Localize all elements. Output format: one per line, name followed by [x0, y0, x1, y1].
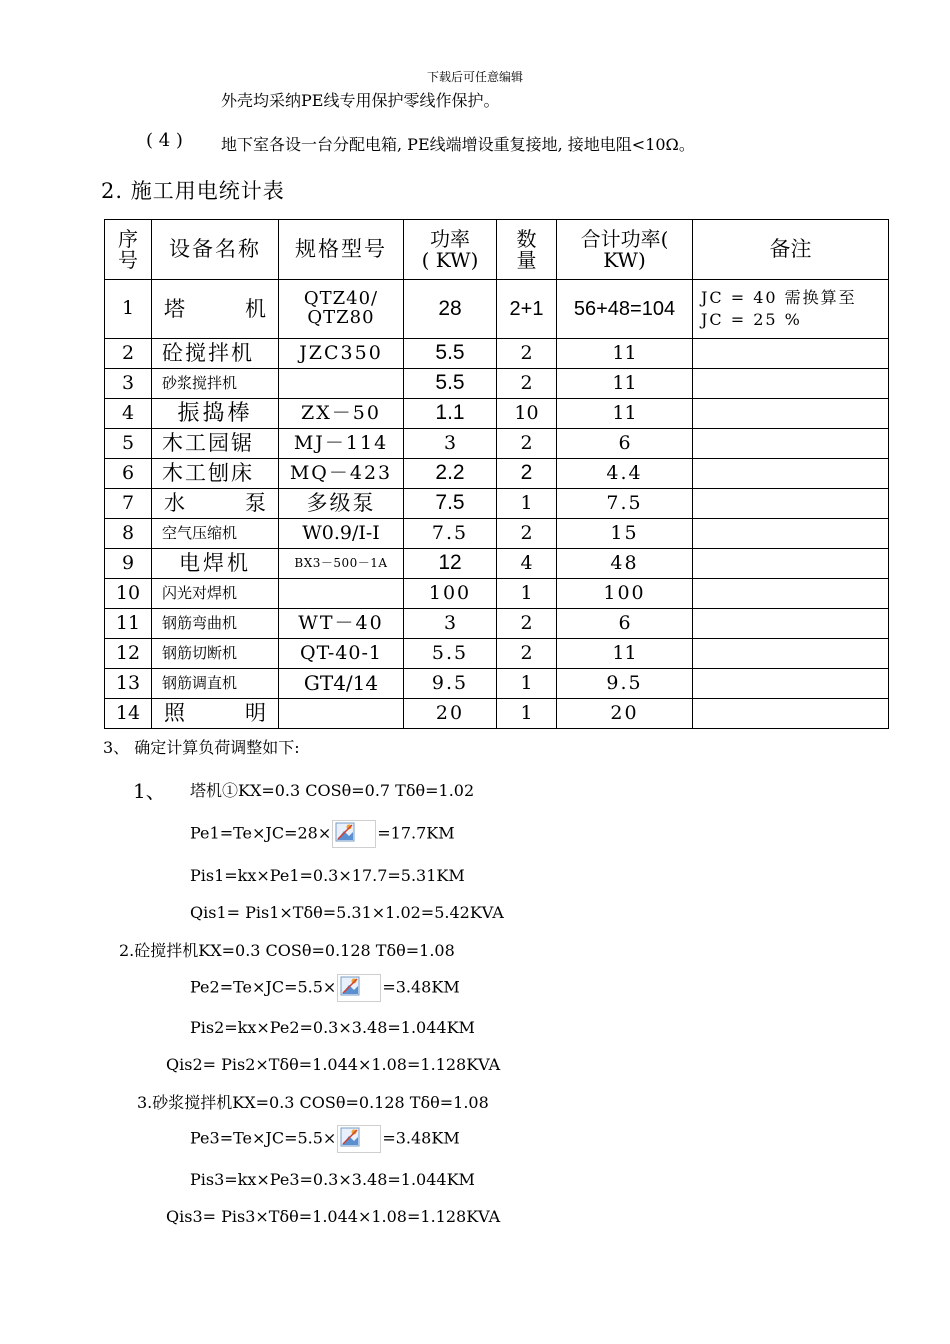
table-row [105, 429, 889, 459]
calc-3-pe-right: =3.48KM [382, 1128, 460, 1148]
cell-model: WT－40 [279, 609, 404, 639]
cell-seq: 13 [105, 669, 152, 699]
table-row [105, 579, 889, 609]
cell-model: BX3－500－1A [279, 549, 404, 579]
cell-power: 28 [404, 280, 497, 339]
cell-name: 振捣棒 [152, 399, 279, 429]
calc-3-qis: Qis3= Pis3×Tδθ=1.044×1.08=1.128KVA [166, 1207, 501, 1226]
cell-total: 15 [557, 519, 693, 549]
cell-seq: 7 [105, 489, 152, 519]
table-row [105, 339, 889, 369]
cell-name: 砂浆搅拌机 [152, 369, 279, 399]
cell-total: 6 [557, 429, 693, 459]
calc-1-pis: Pis1=kx×Pe1=0.3×17.7=5.31KM [190, 866, 465, 885]
cell-power: 1.1 [404, 399, 497, 429]
cell-seq: 3 [105, 369, 152, 399]
cell-qty: 1 [497, 489, 557, 519]
cell-note [693, 639, 889, 669]
cell-seq: 4 [105, 399, 152, 429]
header-qty: 数 量 [497, 220, 557, 280]
paragraph-pe-protection: 外壳均采纳PE线专用保护零线作保护。 [221, 91, 500, 110]
cell-power: 7.5 [404, 519, 497, 549]
cell-note [693, 519, 889, 549]
calc-2-pe-right: =3.48KM [382, 977, 460, 997]
header-model: 规格型号 [279, 220, 404, 280]
cell-total: 56+48=104 [557, 280, 693, 339]
calc-1-number: 1、 [133, 779, 166, 803]
cell-seq: 2 [105, 339, 152, 369]
cell-model: QT-40-1 [279, 639, 404, 669]
cell-note [693, 459, 889, 489]
cell-qty: 1 [497, 669, 557, 699]
page-header: 下载后可任意编辑 [426, 70, 523, 84]
cell-power: 20 [404, 699, 497, 729]
cell-qty: 2 [497, 429, 557, 459]
cell-name: 木工刨床 [152, 459, 279, 489]
calc-2-pe-left: Pe2=Te×JC=5.5× [190, 977, 337, 997]
cell-model: MJ－114 [279, 429, 404, 459]
calc-1-qis: Qis1= Pis1×Tδθ=5.31×1.02=5.42KVA [190, 903, 504, 922]
cell-name: 水 泵 [152, 489, 279, 519]
cell-power: 5.5 [404, 639, 497, 669]
calc-3-pe [190, 1125, 460, 1153]
cell-model: GT4/14 [279, 669, 404, 699]
cell-name: 钢筋调直机 [152, 669, 279, 699]
cell-qty: 10 [497, 399, 557, 429]
calc-1-pe-right: =17.7KM [377, 823, 455, 843]
cell-note [693, 579, 889, 609]
cell-seq: 8 [105, 519, 152, 549]
cell-model [279, 699, 404, 729]
broken-image-icon [332, 820, 376, 848]
cell-note [693, 399, 889, 429]
table-header-row [105, 220, 889, 280]
header-power: 功率 ( KW) [404, 220, 497, 280]
cell-total: 20 [557, 699, 693, 729]
cell-qty: 2 [497, 639, 557, 669]
cell-power: 5.5 [404, 339, 497, 369]
table-row [105, 369, 889, 399]
table-row [105, 669, 889, 699]
cell-note [693, 669, 889, 699]
cell-seq: 11 [105, 609, 152, 639]
cell-model [279, 369, 404, 399]
cell-name: 闪光对焊机 [152, 579, 279, 609]
table-row [105, 459, 889, 489]
cell-qty: 2 [497, 609, 557, 639]
broken-image-icon [337, 974, 381, 1002]
cell-name: 木工园锯 [152, 429, 279, 459]
cell-note [693, 699, 889, 729]
cell-name: 电焊机 [152, 549, 279, 579]
cell-seq: 1 [105, 280, 152, 339]
cell-total: 9.5 [557, 669, 693, 699]
cell-seq: 9 [105, 549, 152, 579]
cell-power: 2.2 [404, 459, 497, 489]
cell-total: 11 [557, 369, 693, 399]
cell-note [693, 609, 889, 639]
header-note: 备注 [693, 220, 889, 280]
cell-qty: 2 [497, 459, 557, 489]
table-row [105, 699, 889, 729]
table-row [105, 280, 889, 339]
cell-seq: 10 [105, 579, 152, 609]
table-row [105, 549, 889, 579]
calc-2-pis: Pis2=kx×Pe2=0.3×3.48=1.044KM [190, 1018, 475, 1037]
calc-1-pe-left: Pe1=Te×JC=28× [190, 823, 332, 843]
table-row [105, 639, 889, 669]
cell-model [279, 579, 404, 609]
item-4-label: ( 4 ) [146, 130, 183, 151]
calc-2-heading: 2.砼搅拌机KX=0.3 COSθ=0.128 Tδθ=1.08 [119, 941, 455, 960]
section-title-power-table: 2. 施工用电统计表 [101, 179, 285, 203]
calc-1-pe [190, 820, 455, 848]
cell-total: 6 [557, 609, 693, 639]
cell-name: 空气压缩机 [152, 519, 279, 549]
cell-power: 3 [404, 609, 497, 639]
cell-model: W0.9/I-I [279, 519, 404, 549]
cell-qty: 1 [497, 579, 557, 609]
power-statistics-table [104, 219, 889, 729]
cell-note [693, 489, 889, 519]
cell-seq: 14 [105, 699, 152, 729]
table-row [105, 609, 889, 639]
table-row [105, 399, 889, 429]
cell-note: JC = 40 需换算至 JC = 25 % [693, 280, 889, 339]
cell-name: 钢筋弯曲机 [152, 609, 279, 639]
cell-model: QTZ40/ QTZ80 [279, 280, 404, 339]
cell-model: MQ－423 [279, 459, 404, 489]
header-seq: 序 号 [105, 220, 152, 280]
cell-note [693, 429, 889, 459]
cell-qty: 2 [497, 519, 557, 549]
cell-name: 塔 机 [152, 280, 279, 339]
cell-total: 100 [557, 579, 693, 609]
cell-model: JZC350 [279, 339, 404, 369]
cell-seq: 5 [105, 429, 152, 459]
item-4-text: 地下室各设一台分配电箱, PE线端增设重复接地, 接地电阻<10Ω。 [221, 135, 695, 154]
broken-image-icon [337, 1125, 381, 1153]
cell-model: 多级泵 [279, 489, 404, 519]
cell-power: 100 [404, 579, 497, 609]
cell-name: 砼搅拌机 [152, 339, 279, 369]
cell-total: 11 [557, 399, 693, 429]
cell-power: 5.5 [404, 369, 497, 399]
cell-total: 48 [557, 549, 693, 579]
cell-qty: 2 [497, 339, 557, 369]
cell-power: 7.5 [404, 489, 497, 519]
calc-2-pe [190, 974, 460, 1002]
header-name: 设备名称 [152, 220, 279, 280]
section-3-title: 3、 确定计算负荷调整如下: [103, 738, 300, 757]
header-total: 合计功率( KW) [557, 220, 693, 280]
cell-power: 12 [404, 549, 497, 579]
cell-note [693, 369, 889, 399]
cell-total: 7.5 [557, 489, 693, 519]
calc-3-heading: 3.砂浆搅拌机KX=0.3 COSθ=0.128 Tδθ=1.08 [137, 1093, 489, 1112]
cell-seq: 12 [105, 639, 152, 669]
calc-1-heading: 塔机①KX=0.3 COSθ=0.7 Tδθ=1.02 [190, 781, 475, 800]
cell-qty: 2+1 [497, 280, 557, 339]
cell-power: 3 [404, 429, 497, 459]
cell-name: 照 明 [152, 699, 279, 729]
cell-qty: 2 [497, 369, 557, 399]
cell-seq: 6 [105, 459, 152, 489]
cell-total: 4.4 [557, 459, 693, 489]
cell-note [693, 549, 889, 579]
table-row [105, 519, 889, 549]
cell-qty: 4 [497, 549, 557, 579]
cell-power: 9.5 [404, 669, 497, 699]
cell-model: ZX－50 [279, 399, 404, 429]
cell-qty: 1 [497, 699, 557, 729]
cell-note [693, 339, 889, 369]
table-row [105, 489, 889, 519]
calc-3-pe-left: Pe3=Te×JC=5.5× [190, 1128, 337, 1148]
cell-name: 钢筋切断机 [152, 639, 279, 669]
cell-total: 11 [557, 639, 693, 669]
calc-3-pis: Pis3=kx×Pe3=0.3×3.48=1.044KM [190, 1170, 475, 1189]
cell-total: 11 [557, 339, 693, 369]
calc-2-qis: Qis2= Pis2×Tδθ=1.044×1.08=1.128KVA [166, 1055, 501, 1074]
